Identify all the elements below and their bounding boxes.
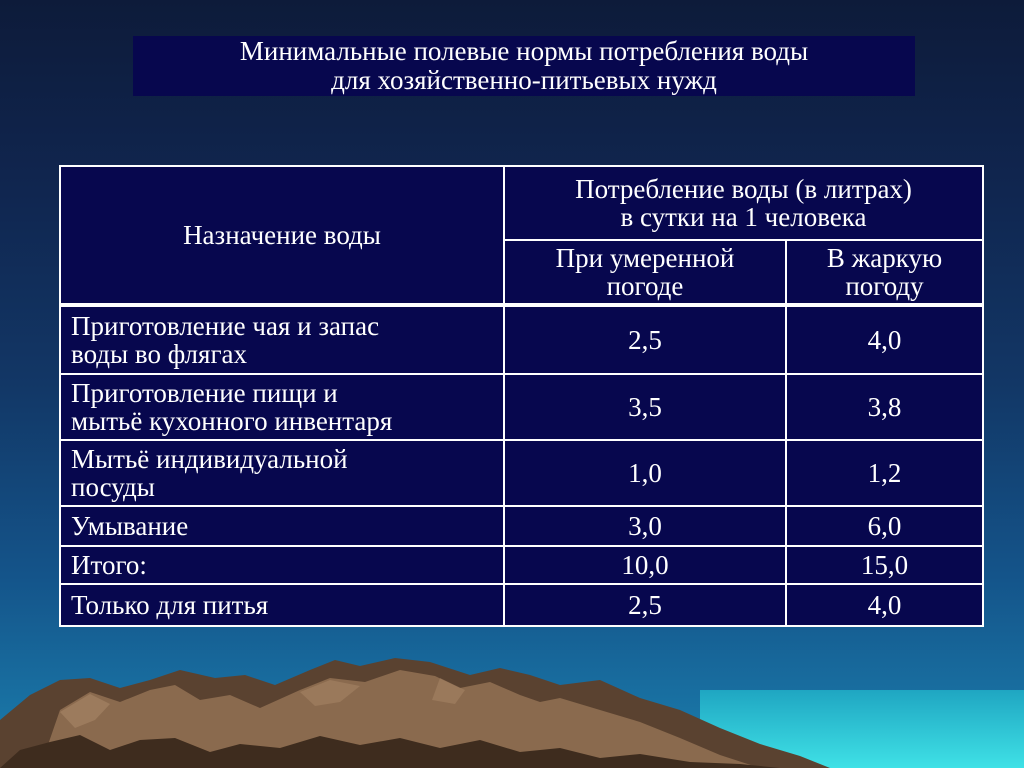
row-3-moderate: 1,0 (503, 439, 787, 507)
header-purpose: Назначение воды (59, 165, 505, 305)
row-4-label: Умывание (59, 505, 505, 547)
header-moderate-line-1: При умеренной (555, 243, 735, 273)
row-3-label-line-2: посуды (71, 472, 155, 502)
slide-title-line-2: для хозяйственно-питьевых нужд (331, 65, 717, 95)
header-consumption (503, 165, 984, 241)
row-6-label: Только для питья (59, 583, 505, 627)
header-consumption-line-1: Потребление воды (в литрах) (575, 174, 912, 204)
row-6-hot: 4,0 (785, 583, 984, 627)
row-2-moderate: 3,5 (503, 373, 787, 441)
row-3-hot: 1,2 (785, 439, 984, 507)
row-1-label-line-2: воды во флягах (71, 339, 248, 369)
row-4-hot: 6,0 (785, 505, 984, 547)
row-5-moderate: 10,0 (503, 545, 787, 585)
row-2-hot: 3,8 (785, 373, 984, 441)
header-consumption-line-2: в сутки на 1 человека (620, 202, 867, 232)
row-2-label-line-2: мытьё кухонного инвентаря (71, 406, 393, 436)
header-moderate-line-2: погоде (606, 271, 684, 301)
header-hot-line-1: В жаркую (826, 243, 943, 273)
row-3-label-line-1: Мытьё индивидуальной (71, 444, 348, 474)
row-1-moderate: 2,5 (503, 305, 787, 375)
row-1-hot: 4,0 (785, 305, 984, 375)
header-hot-weather (785, 239, 984, 305)
row-1-label (59, 305, 505, 375)
slide-title-line-1: Минимальные полевые нормы потребления воды (239, 36, 809, 66)
row-4-moderate: 3,0 (503, 505, 787, 547)
slide-title (133, 36, 915, 96)
header-moderate-weather (503, 239, 787, 305)
row-1-label-line-1: Приготовление чая и запас (71, 311, 380, 341)
row-6-moderate: 2,5 (503, 583, 787, 627)
row-2-label-line-1: Приготовление пищи и (71, 378, 338, 408)
row-5-hot: 15,0 (785, 545, 984, 585)
water-norms-table (59, 165, 984, 627)
row-3-label (59, 439, 505, 507)
mountains-illustration (0, 640, 1024, 768)
row-5-label: Итого: (59, 545, 505, 585)
row-2-label (59, 373, 505, 441)
header-hot-line-2: погоду (845, 271, 924, 301)
